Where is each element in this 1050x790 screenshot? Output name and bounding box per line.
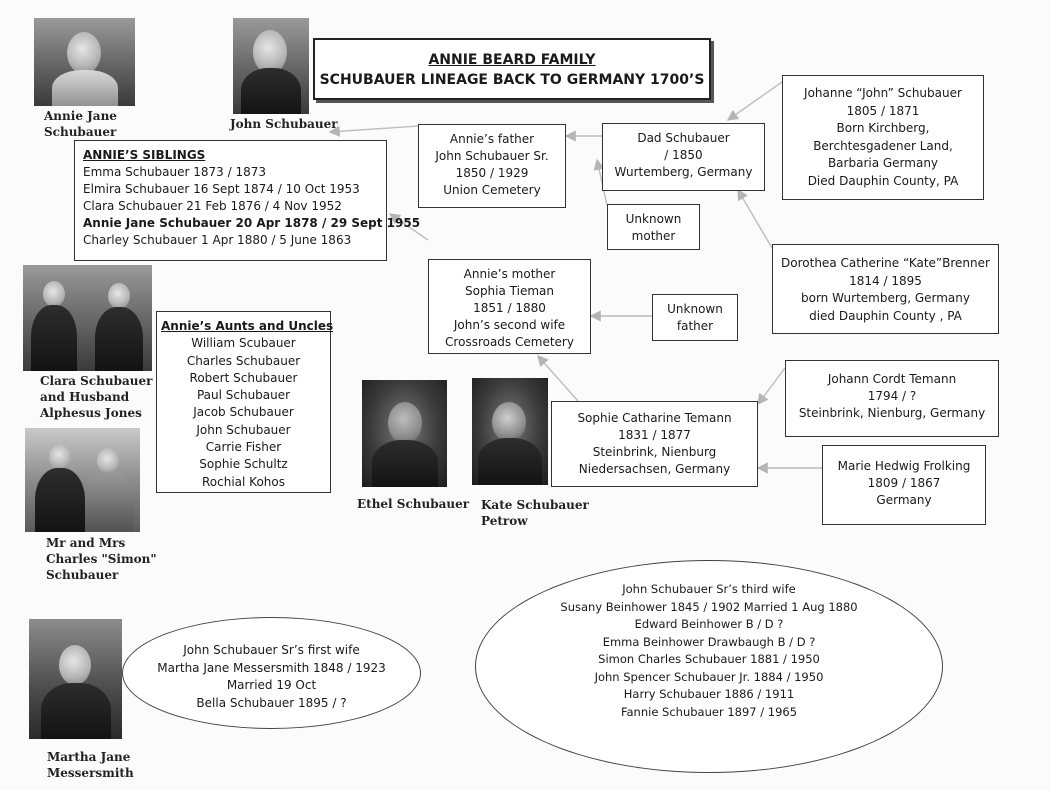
photo-martha-jane-messersmith bbox=[29, 619, 122, 739]
third-wife-line: Susany Beinhower 1845 / 1902 Married 1 Aug 1880 bbox=[560, 599, 858, 614]
photo-john-schubauer bbox=[233, 18, 309, 114]
caption-martha-jane-messersmith: Martha Jane Messersmith bbox=[47, 750, 134, 780]
caption-ethel-schubauer: Ethel Schubauer bbox=[357, 497, 470, 511]
annies-father-box: Annie’s father John Schubauer Sr. 1850 / 1929 Union Cemetery bbox=[418, 124, 566, 208]
aunt-uncle-item: Carrie Fisher bbox=[205, 440, 282, 455]
siblings-box bbox=[74, 140, 421, 261]
aunt-uncle-item: William Scubauer bbox=[191, 336, 296, 351]
unknown-father-box: Unknown father bbox=[652, 294, 738, 341]
third-wife-line: Simon Charles Schubauer 1881 / 1950 bbox=[598, 652, 820, 666]
caption-kate-schubauer-petrow: Kate Schubauer Petrow bbox=[481, 498, 589, 528]
marie-frolking-box: Marie Hedwig Frolking 1809 / 1867 Germany bbox=[822, 445, 986, 525]
caption-mr-mrs-charles-simon: Mr and Mrs Charles "Simon" Schubauer bbox=[46, 536, 157, 582]
caption-john-schubauer: John Schubauer bbox=[230, 117, 338, 131]
aunt-uncle-item: Sophie Schultz bbox=[199, 457, 288, 472]
arrow-johann-to-sophie bbox=[758, 368, 785, 404]
photo-ethel-schubauer bbox=[362, 380, 447, 487]
third-wife-line: Fannie Schubauer 1897 / 1965 bbox=[620, 704, 798, 719]
arrow-father-to-john bbox=[330, 126, 418, 132]
first-wife-line: Married 19 Oct bbox=[226, 678, 317, 692]
third-wife-line: Edward Beinhower B / D ? bbox=[634, 617, 784, 631]
aunt-uncle-item: Robert Schubauer bbox=[189, 370, 298, 385]
johanne-schubauer-box: Johanne “John” Schubauer 1805 / 1871 Born Kirchberg, Berchtesgadener Land, Barbaria Germany Died Dauphin County, PA bbox=[782, 75, 984, 200]
first-wife-line: Martha Jane Messersmith 1848 / 1923 bbox=[157, 660, 386, 675]
dad-schubauer-box: Dad Schubauer / 1850 Wurtemberg, Germany bbox=[602, 123, 765, 191]
sibling-item: Clara Schubauer 21 Feb 1876 / 4 Nov 1952 bbox=[83, 199, 342, 213]
title-line-1: ANNIE BEARD FAMILY bbox=[428, 52, 596, 68]
third-wife-line: John Schubauer Sr’s third wife bbox=[622, 582, 796, 596]
third-wife-line: Emma Beinhower Drawbaugh B / D ? bbox=[602, 634, 816, 649]
photo-mr-mrs-charles-simon bbox=[25, 428, 140, 532]
aunt-uncle-item: John Schubauer bbox=[196, 422, 291, 437]
sibling-item: Emma Schubauer 1873 / 1873 bbox=[83, 165, 267, 179]
aunts-uncles-box bbox=[156, 311, 334, 493]
third-wife-line: John Spencer Schubauer Jr. 1884 / 1950 bbox=[594, 669, 824, 684]
arrow-johanne-to-dad bbox=[728, 82, 782, 120]
photo-annie-jane bbox=[34, 18, 135, 106]
annies-mother-box: Annie’s mother Sophia Tieman 1851 / 1880 John’s second wife Crossroads Cemetery bbox=[428, 259, 591, 354]
first-wife-ellipse bbox=[122, 617, 421, 729]
caption-clara-and-husband: Clara Schubauer and Husband Alphesus Jones bbox=[40, 374, 153, 420]
aunt-uncle-item: Jacob Schubauer bbox=[193, 405, 294, 420]
first-wife-line: John Schubauer Sr’s first wife bbox=[183, 643, 360, 657]
aunt-uncle-item: Charles Schubauer bbox=[186, 353, 301, 368]
sophie-catharine-temann-box: Sophie Catharine Temann 1831 / 1877 Steinbrink, Nienburg Niedersachsen, Germany bbox=[551, 401, 758, 487]
arrow-dorothea-to-dad bbox=[738, 190, 772, 248]
diagram-title bbox=[313, 38, 711, 100]
aunts-uncles-heading: Annie’s Aunts and Uncles bbox=[161, 319, 334, 333]
title-line-2: SCHUBAUER LINEAGE BACK TO GERMANY 1700’S bbox=[319, 72, 705, 88]
siblings-heading: ANNIE’S SIBLINGS bbox=[83, 148, 206, 162]
sibling-item: Elmira Schubauer 16 Sept 1874 / 10 Oct 1953 bbox=[83, 182, 360, 196]
sibling-item: Charley Schubauer 1 Apr 1880 / 5 June 1863 bbox=[83, 233, 352, 247]
third-wife-line: Harry Schubauer 1886 / 1911 bbox=[623, 687, 795, 701]
aunt-uncle-item: Paul Schubauer bbox=[196, 388, 291, 403]
caption-annie-jane: Annie Jane Schubauer bbox=[44, 109, 117, 139]
unknown-mother-box: Unknown mother bbox=[607, 204, 700, 250]
first-wife-line: Bella Schubauer 1895 / ? bbox=[196, 695, 347, 710]
third-wife-ellipse bbox=[475, 560, 943, 773]
dorothea-brenner-box: Dorothea Catherine “Kate”Brenner 1814 / 1895 born Wurtemberg, Germany died Dauphin County , PA bbox=[772, 244, 999, 334]
johann-cordt-temann-box: Johann Cordt Temann 1794 / ? Steinbrink, Nienburg, Germany bbox=[785, 360, 999, 437]
aunt-uncle-item: Rochial Kohos bbox=[202, 474, 285, 489]
photo-clara-and-husband bbox=[23, 265, 152, 371]
sibling-item-annie: Annie Jane Schubauer 20 Apr 1878 / 29 Sept 1955 bbox=[83, 216, 421, 230]
photo-kate-schubauer-petrow bbox=[472, 378, 548, 485]
